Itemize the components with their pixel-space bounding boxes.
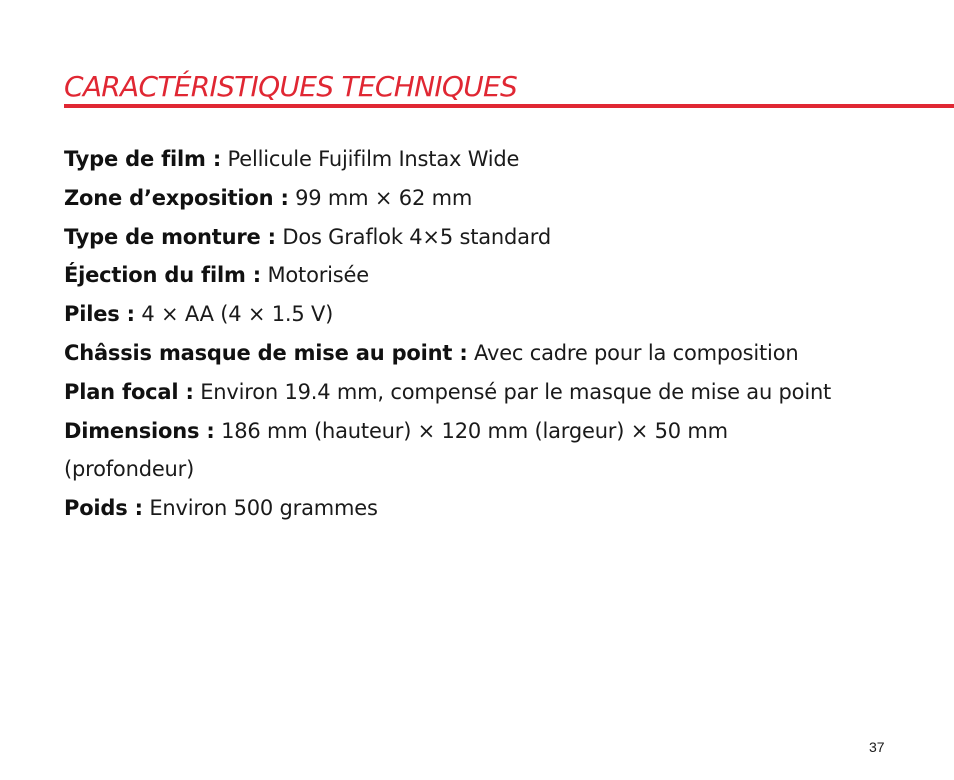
spec-label: Éjection du film :	[64, 263, 261, 288]
spec-label: Châssis masque de mise au point :	[64, 340, 468, 365]
spec-item-weight	[64, 489, 854, 528]
spec-value: Pellicule Fujifilm Instax Wide	[227, 147, 520, 171]
spec-label: Piles :	[64, 302, 135, 327]
spec-item-exposure-area	[64, 179, 854, 218]
spec-list	[64, 140, 854, 528]
spec-item-mount-type	[64, 218, 854, 257]
spec-label: Plan focal :	[64, 379, 194, 404]
spec-value: 186 mm (hauteur) × 120 mm (largeur) × 50 mm (profondeur)	[64, 418, 728, 482]
title-underline	[64, 104, 954, 108]
spec-item-film-type	[64, 140, 854, 179]
spec-label: Type de film :	[64, 147, 222, 171]
spec-value: Avec cadre pour la composition	[474, 340, 799, 365]
spec-value: 99 mm × 62 mm	[295, 185, 473, 210]
spec-item-batteries	[64, 295, 854, 334]
spec-value: Environ 500 grammes	[149, 496, 378, 521]
page-title: CARACTÉRISTIQUES TECHNIQUES	[64, 70, 518, 103]
spec-item-dimensions	[64, 412, 854, 490]
spec-item-focal-plane	[64, 373, 854, 412]
spec-label: Zone d’exposition :	[64, 185, 289, 210]
spec-label: Type de monture :	[64, 224, 276, 249]
page-number: 37	[869, 739, 885, 755]
spec-value: 4 × AA (4 × 1.5 V)	[141, 302, 334, 327]
spec-label: Dimensions :	[64, 418, 215, 443]
spec-value: Environ 19.4 mm, compensé par le masque de mise au point	[200, 379, 832, 404]
spec-label: Poids :	[64, 496, 143, 521]
spec-value: Dos Graflok 4×5 standard	[282, 224, 552, 249]
spec-item-film-ejection	[64, 256, 854, 295]
spec-item-focus-frame	[64, 334, 854, 373]
spec-value: Motorisée	[267, 263, 369, 288]
